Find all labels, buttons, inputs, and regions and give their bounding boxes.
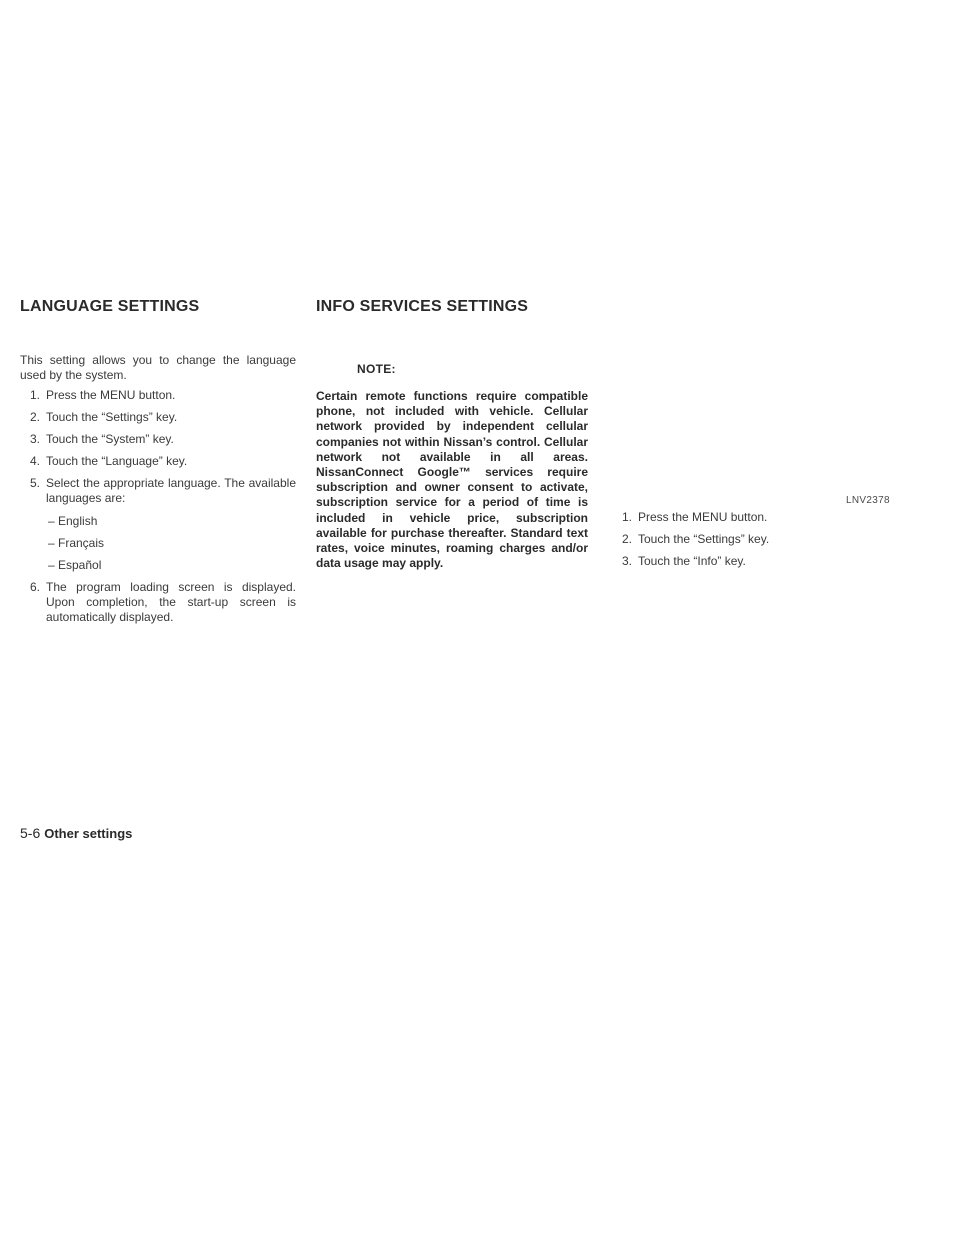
figure-label: LNV2378 — [846, 495, 890, 506]
step-text: Touch the “Info” key. — [638, 554, 746, 568]
info-steps-list — [612, 510, 902, 569]
step-text: Press the MENU button. — [638, 510, 768, 524]
section-name: Other settings — [44, 826, 133, 841]
info-services-steps-section — [612, 510, 902, 576]
page-number: 5-6 — [20, 825, 41, 841]
language-settings-section — [20, 353, 296, 632]
step-number: 1. — [30, 388, 41, 402]
language-option-francais: – Français — [48, 536, 105, 550]
step-text: Press the MENU button. — [46, 388, 176, 402]
language-step-6 — [20, 580, 296, 625]
language-steps-list — [20, 388, 296, 625]
step-number: 3. — [30, 432, 41, 446]
step-number: 5. — [30, 476, 41, 490]
info-step-2 — [612, 532, 902, 547]
language-settings-heading: LANGUAGE SETTINGS — [20, 298, 200, 315]
info-step-3 — [612, 554, 902, 569]
available-languages-list — [46, 514, 296, 573]
step-text: Touch the “Settings” key. — [46, 410, 178, 424]
language-intro-text: This setting allows you to change the language used by the system. — [20, 353, 296, 382]
step-text: Select the appropriate language. The available languages are: — [46, 476, 296, 505]
step-number: 2. — [622, 532, 633, 546]
step-number: 3. — [622, 554, 633, 568]
info-step-1 — [612, 510, 902, 525]
language-step-5 — [20, 476, 296, 573]
language-step-2 — [20, 410, 296, 425]
step-number: 4. — [30, 454, 41, 468]
step-number: 1. — [622, 510, 633, 524]
page-footer — [20, 825, 132, 841]
step-text: Touch the “System” key. — [46, 432, 174, 446]
step-number: 2. — [30, 410, 41, 424]
info-services-note — [316, 362, 588, 571]
language-option-english: – English — [48, 514, 98, 528]
language-step-4 — [20, 454, 296, 469]
note-title: NOTE: — [357, 362, 396, 376]
step-number: 6. — [30, 580, 41, 594]
note-body: Certain remote functions require compatible phone, not included with vehicle. Cellular network provided by independent cellular companies not within Nissan’s control. Cellular network not available in all areas. NissanConnect Google™ services require subscription and owner consent to activate, subscription service for a period of time is included in vehicle price, subscription available for purchase thereafter. Standard text rates, voice minutes, roaming charges and/or data usage may apply. — [316, 389, 588, 571]
step-text: The program loading screen is displayed. Upon completion, the start-up screen is automatically displayed. — [46, 580, 296, 624]
language-step-1 — [20, 388, 296, 403]
info-services-settings-heading: INFO SERVICES SETTINGS — [316, 298, 529, 315]
language-option-espanol: – Español — [48, 558, 102, 572]
step-text: Touch the “Language” key. — [46, 454, 188, 468]
step-text: Touch the “Settings” key. — [638, 532, 770, 546]
language-step-3 — [20, 432, 296, 447]
